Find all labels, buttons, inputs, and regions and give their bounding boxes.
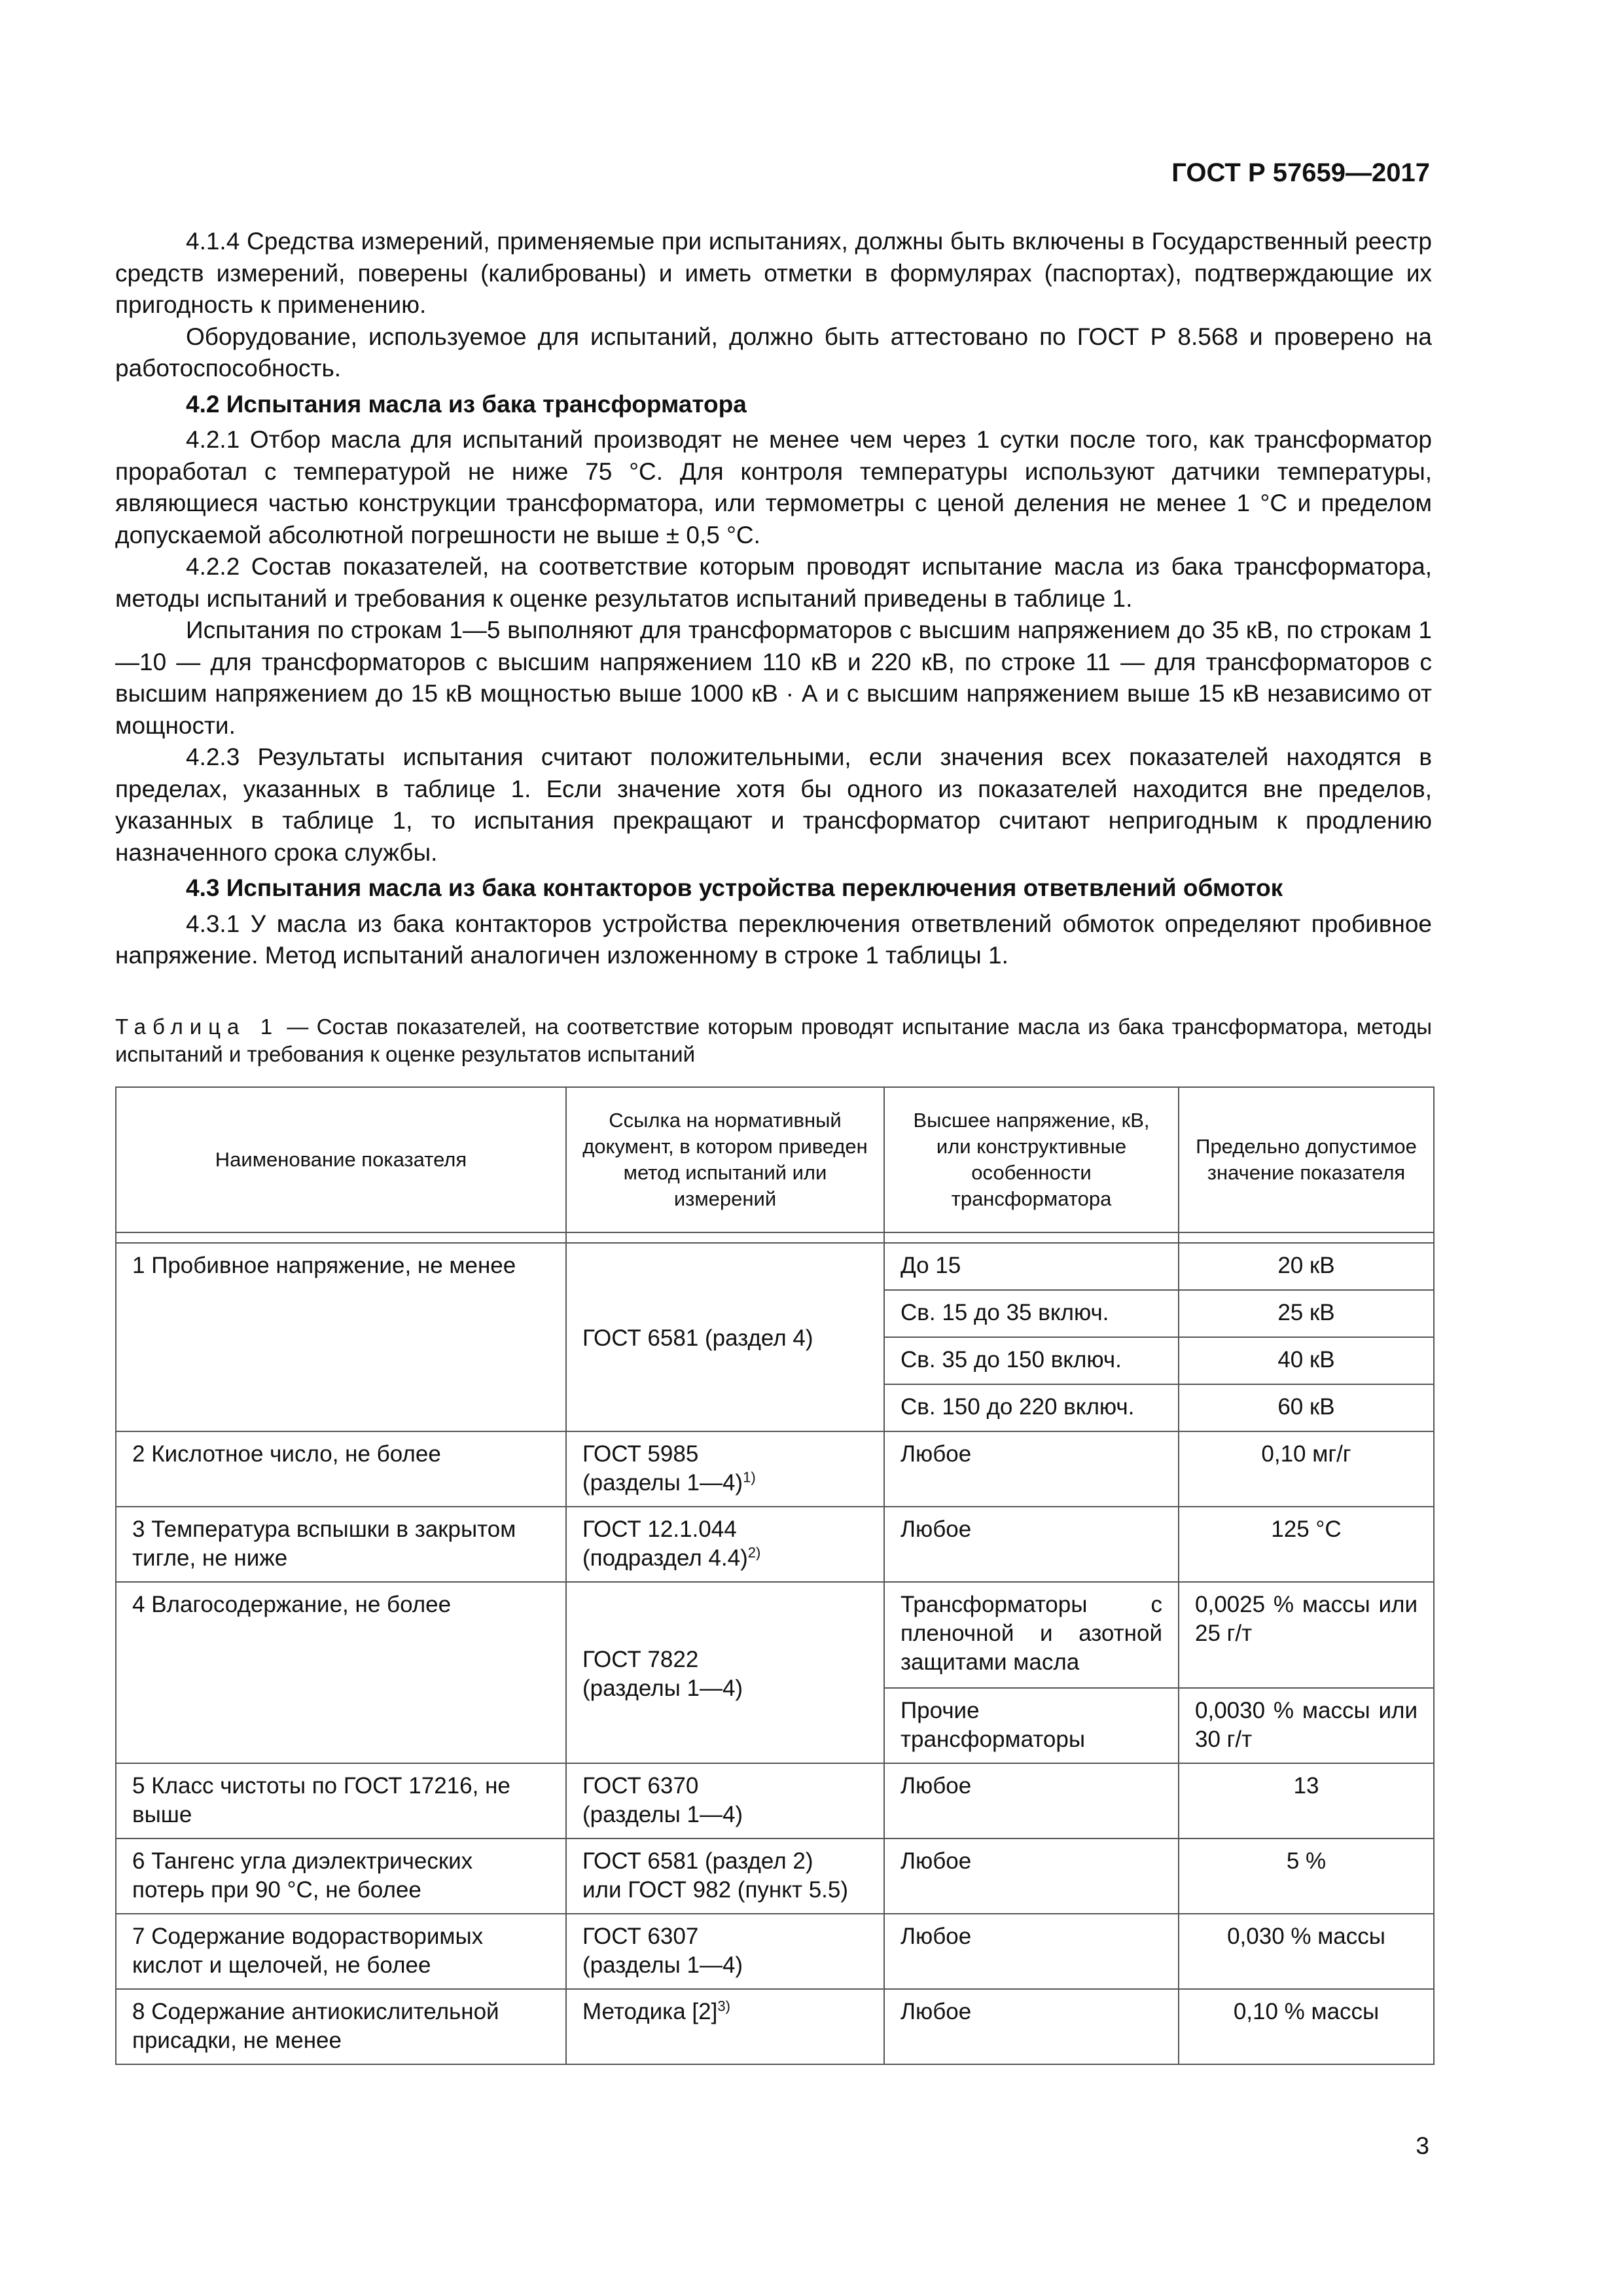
row-6-name: 6 Тангенс угла диэлектрических потерь при 90 °С, не более — [116, 1839, 566, 1914]
row-4-value-2: 0,0030 % массы или 30 г/т — [1179, 1688, 1434, 1763]
row-5-reference — [566, 1763, 884, 1839]
row-3-name: 3 Температура вспышки в закрытом тигле, не ниже — [116, 1507, 566, 1582]
table-row — [116, 1763, 1434, 1839]
table-row — [116, 1914, 1434, 1989]
row-5-reference-line-1: ГОСТ 6370 — [582, 1773, 699, 1799]
row-1-name: 1 Пробивное напряжение, не менее — [116, 1243, 566, 1431]
row-6-condition: Любое — [884, 1839, 1179, 1914]
row-3-condition: Любое — [884, 1507, 1179, 1582]
row-1-value-4: 60 кВ — [1179, 1384, 1434, 1431]
row-1-value-2: 25 кВ — [1179, 1290, 1434, 1337]
row-4-value-1: 0,0025 % массы или 25 г/т — [1179, 1582, 1434, 1688]
table-row — [116, 1839, 1434, 1914]
row-3-footnote-mark: 2) — [747, 1544, 761, 1561]
table-row — [116, 1582, 1434, 1688]
row-8-value: 0,10 % массы — [1179, 1989, 1434, 2064]
document-code: ГОСТ Р 57659—2017 — [1171, 158, 1430, 187]
row-6-value: 5 % — [1179, 1839, 1434, 1914]
table-row — [116, 1243, 1434, 1290]
row-7-reference — [566, 1914, 884, 1989]
row-1-condition-3: Св. 35 до 150 включ. — [884, 1337, 1179, 1384]
row-4-reference-line-1: ГОСТ 7822 — [582, 1646, 699, 1672]
table-caption — [115, 1013, 1432, 1068]
row-3-reference — [566, 1507, 884, 1582]
row-4-condition-2: Прочие трансформаторы — [884, 1688, 1179, 1763]
row-4-reference — [566, 1582, 884, 1763]
row-5-condition: Любое — [884, 1763, 1179, 1839]
row-2-value: 0,10 мг/г — [1179, 1431, 1434, 1507]
row-3-reference-line-2: (подраздел 4.4) — [582, 1545, 748, 1571]
table-row — [116, 1507, 1434, 1582]
paragraph-4-2-3: 4.2.3 Результаты испытания считают положительными, если значения всех показателей находятся в пределах, указанных в таблице 1. Если значение хотя бы одного из показателей находится вне пределов, указанных в таблице 1, то испытания прекращают и трансформатор считают непригодным к продлению назначенного срока службы. — [115, 744, 1432, 866]
header-voltage-or-design: Высшее напряжение, кВ, или конструктивные особенности трансформатора — [884, 1087, 1179, 1232]
table-row — [116, 1989, 1434, 2064]
page-number: 3 — [1416, 2132, 1429, 2159]
row-7-reference-line-1: ГОСТ 6307 — [582, 1924, 699, 1949]
row-1-value-3: 40 кВ — [1179, 1337, 1434, 1384]
row-4-condition-1: Трансформаторы с пленочной и азотной защитами масла — [884, 1582, 1179, 1688]
header-limit-value: Предельно допустимое значение показателя — [1179, 1087, 1434, 1232]
paragraph-4-2-1: 4.2.1 Отбор масла для испытаний производят не менее чем через 1 сутки после того, как трансформатор проработал с температурой не ниже 75 °С. Для контроля температуры используют датчики температуры, являющиеся частью конструкции трансформатора, или термометры с ценой деления не менее 1 °С и пределом допускаемой абсолютной погрешности не выше ± 0,5 °С. — [115, 426, 1432, 548]
row-5-value: 13 — [1179, 1763, 1434, 1839]
row-1-condition-1: До 15 — [884, 1243, 1179, 1290]
table-caption-text: — Состав показателей, на соответствие которым проводят испытание масла из бака трансформатора, методы испытаний и требования к оценке результатов испытаний — [115, 1014, 1432, 1066]
row-6-reference-line-2: или ГОСТ 982 (пункт 5.5) — [582, 1877, 849, 1903]
row-6-reference — [566, 1839, 884, 1914]
row-4-reference-line-2: (разделы 1—4) — [582, 1675, 743, 1701]
section-heading-4-3: 4.3 Испытания масла из бака контакторов устройства переключения ответвлений обмоток — [186, 874, 1283, 901]
row-7-condition: Любое — [884, 1914, 1179, 1989]
row-5-name: 5 Класс чистоты по ГОСТ 17216, не выше — [116, 1763, 566, 1839]
paragraph-4-2-2-rows: Испытания по строкам 1—5 выполняют для трансформаторов с высшим напряжением до 35 кВ, по строкам 1—10 — для трансформаторов с высшим напряжением 110 кВ и 220 кВ, по строке 11 — для трансформаторов с высшим напряжением до 15 кВ мощностью выше 1000 кВ · А и с высшим напряжением выше 15 кВ независимо от мощности. — [115, 617, 1432, 739]
row-7-name: 7 Содержание водорастворимых кислот и щелочей, не более — [116, 1914, 566, 1989]
row-8-reference-line-1: Методика [2] — [582, 1999, 718, 2024]
row-6-reference-line-1: ГОСТ 6581 (раздел 2) — [582, 1848, 813, 1874]
row-8-name: 8 Содержание антиокислительной присадки, не менее — [116, 1989, 566, 2064]
paragraph-4-3-1: 4.3.1 У масла из бака контакторов устройства переключения ответвлений обмоток определяют пробивное напряжение. Метод испытаний аналогичен изложенному в строке 1 таблицы 1. — [115, 910, 1432, 969]
row-2-reference-line-2: (разделы 1—4) — [582, 1470, 743, 1496]
row-7-value: 0,030 % массы — [1179, 1914, 1434, 1989]
row-2-footnote-mark: 1) — [743, 1469, 756, 1486]
table-caption-label: Таблица 1 — [115, 1014, 279, 1039]
section-heading-4-2: 4.2 Испытания масла из бака трансформатора — [186, 390, 747, 418]
indicators-table — [115, 1086, 1435, 2065]
row-1-value-1: 20 кВ — [1179, 1243, 1434, 1290]
row-4-name: 4 Влагосодержание, не более — [116, 1582, 566, 1763]
row-2-condition: Любое — [884, 1431, 1179, 1507]
paragraph-4-1-4-equipment: Оборудование, используемое для испытаний, должно быть аттестовано по ГОСТ Р 8.568 и проверено на работоспособность. — [115, 323, 1432, 382]
row-1-reference: ГОСТ 6581 (раздел 4) — [566, 1243, 884, 1431]
row-7-reference-line-2: (разделы 1—4) — [582, 1952, 743, 1978]
row-5-reference-line-2: (разделы 1—4) — [582, 1802, 743, 1827]
row-8-condition: Любое — [884, 1989, 1179, 2064]
table-row — [116, 1431, 1434, 1507]
row-8-footnote-mark: 3) — [717, 1998, 730, 2015]
row-8-reference — [566, 1989, 884, 2064]
table-header-row — [116, 1087, 1434, 1232]
row-1-condition-2: Св. 15 до 35 включ. — [884, 1290, 1179, 1337]
header-normative-reference: Ссылка на нормативный документ, в котором приведен метод испытаний или измерений — [566, 1087, 884, 1232]
row-3-reference-line-1: ГОСТ 12.1.044 — [582, 1516, 737, 1542]
row-2-reference — [566, 1431, 884, 1507]
table-header-gap — [116, 1232, 1434, 1243]
row-2-reference-line-1: ГОСТ 5985 — [582, 1441, 699, 1467]
paragraph-4-2-2: 4.2.2 Состав показателей, на соответствие которым проводят испытание масла из бака трансформатора, методы испытаний и требования к оценке результатов испытаний приведены в таблице 1. — [115, 553, 1432, 612]
paragraph-4-1-4: 4.1.4 Средства измерений, применяемые при испытаниях, должны быть включены в Государственный реестр средств измерений, поверены (калиброваны) и иметь отметки в формулярах (паспортах), подтверждающие их пригодность к применению. — [115, 228, 1432, 318]
header-indicator-name: Наименование показателя — [116, 1087, 566, 1232]
document-body — [115, 226, 1432, 972]
row-2-name: 2 Кислотное число, не более — [116, 1431, 566, 1507]
row-3-value: 125 °С — [1179, 1507, 1434, 1582]
row-1-condition-4: Св. 150 до 220 включ. — [884, 1384, 1179, 1431]
